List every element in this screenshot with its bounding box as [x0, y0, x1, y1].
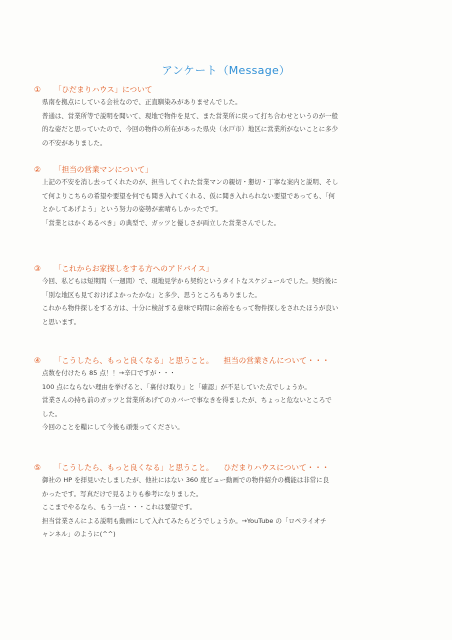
section-heading-text: 「ひだまりハウス」について — [54, 85, 153, 94]
body-line: 県南を拠点にしている会社なので、正直馴染みがありませんでした。 — [42, 98, 242, 106]
body-line: ここまでやるなら、もう一点・・・これは要望です。 — [42, 503, 197, 512]
body-line: 的な姿だと思っていたので、今回の物件の所在があった県央（水戸市）地区に営業所がないことに多少 — [42, 125, 339, 134]
section-improve-sales — [34, 355, 418, 435]
body-line: 「営業とはかくあるべき」の典型で、ガッツと優しさが両立した営業さんでした。 — [42, 218, 281, 227]
section-number: ③ — [34, 264, 41, 273]
section-number: ① — [34, 85, 41, 94]
body-line: と思います。 — [42, 317, 81, 326]
page-title: アンケート（Message） — [161, 64, 291, 77]
body-line: とかしてあげよう」という努力の姿勢が素晴らしかったです。 — [42, 205, 222, 214]
section-body — [42, 275, 418, 329]
section-number: ⑤ — [34, 463, 41, 472]
body-line: かったです。写真だけで見るよりも参考になりました。 — [42, 489, 203, 498]
section-heading-text: 「担当の営業マンについて」 — [54, 165, 153, 174]
section-heading-subtext: 担当の営業さんについて・・・ — [223, 356, 330, 365]
body-line: の不安がありました。 — [42, 138, 107, 147]
section-body — [42, 96, 418, 150]
body-line: 上記の不安を消し去ってくれたのが、担当してくれた営業マンの親切・懇切・丁寧な案内と説明、そし — [42, 178, 339, 186]
section-heading-subtext: ひだまりハウスについて・・・ — [223, 463, 330, 472]
body-line: 営業さんの持ち前のガッツと営業所あげてのカバーで事なきを得ましたが、ちょっと危ないところで — [42, 396, 332, 405]
body-line: ャンネル」のように(^^) — [42, 530, 116, 539]
body-line: 普通は、営業所等で説明を聞いて、現地で物件を見て、また営業所に戻って打ち合わせというのが一般 — [42, 111, 339, 120]
body-line: 担当営業さんによる説明も動画にして入れてみたらどうでしょうか。→YouTube の「ロペライオチ — [42, 516, 327, 525]
section-heading — [34, 84, 418, 96]
section-heading-text: 「こうしたら、もっと良くなる」と思うこと。 — [54, 463, 214, 472]
section-heading-text: 「これからお家探しをする方へのアドバイス」 — [54, 264, 214, 273]
body-line: 100 点にならない理由を挙げると、「裏付け取り」と「確認」が不足していた点でしょうか。 — [42, 382, 311, 391]
section-advice — [34, 263, 418, 329]
section-heading — [34, 355, 418, 367]
section-number: ④ — [34, 356, 41, 365]
body-line: 御社の HP を拝見いたしましたが、他社にはない 360 度ビュー動画での物件紹介の機能は非常に良 — [42, 476, 330, 484]
section-number: ② — [34, 165, 41, 174]
body-line: て何よりこちらの希望や要望を何でも聞き入れてくれる、仮に聞き入れられない要望であっても、「何 — [42, 191, 336, 200]
section-hidamari-house — [34, 84, 418, 150]
section-heading — [34, 164, 418, 176]
section-body — [42, 367, 418, 435]
section-body — [42, 474, 418, 542]
section-heading-text: 「こうしたら、もっと良くなる」と思うこと。 — [54, 356, 214, 365]
body-line: 「別な地区も見ておけばよかったかな」と多少、思うところもありました。 — [42, 290, 261, 299]
body-line: 今回のことを糧にして今後も頑張ってください。 — [42, 423, 184, 432]
body-line: これから物件探しをする方は、十分に検討する意味で時間に余裕をもって物件探しをされたほうが良い — [42, 304, 339, 313]
section-heading — [34, 462, 418, 474]
section-improve-company — [34, 462, 418, 542]
section-heading — [34, 263, 418, 275]
body-line: した。 — [42, 409, 62, 418]
section-body — [42, 176, 418, 230]
section-sales-rep — [34, 164, 418, 230]
body-line: 点数を付けたら 85 点！！→辛口ですが・・・ — [42, 369, 176, 377]
body-line: 今回、私どもは短期間（一週間）で、現地見学から契約というタイトなスケジュールでした。契約後に — [42, 277, 338, 285]
